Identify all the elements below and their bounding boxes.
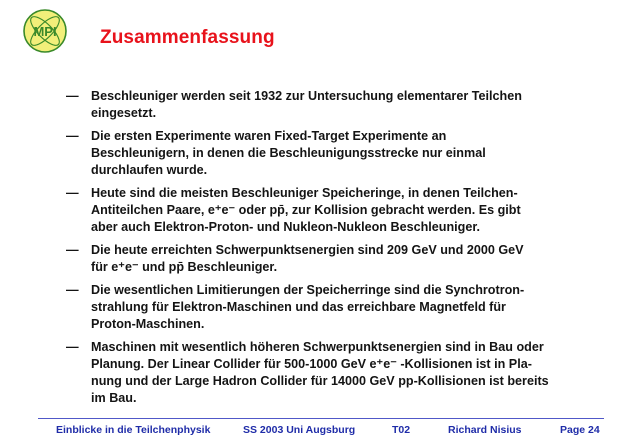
text-line: nung und der Large Hadron Collider für 14000 GeV pp-Kollisionen ist bereits xyxy=(91,374,549,388)
bullet-dash: — xyxy=(66,129,79,143)
list-item xyxy=(66,282,566,333)
logo-text: MPI xyxy=(33,24,57,39)
footer-semester: SS 2003 Uni Augsburg xyxy=(243,424,356,436)
text-line: durchlaufen wurde. xyxy=(91,163,208,177)
text-line: Beschleuniger werden seit 1932 zur Untersuchung elementarer Teilchen xyxy=(91,89,522,103)
text-line: Die ersten Experimente waren Fixed-Target Experimente an xyxy=(91,129,447,143)
slide-title: Zusammenfassung xyxy=(100,27,275,48)
footer-page-number: Page 24 xyxy=(560,424,600,436)
bullet-dash: — xyxy=(66,89,79,103)
footer-author: Richard Nisius xyxy=(448,424,522,436)
bullet-dash: — xyxy=(66,283,79,297)
footer-code: T02 xyxy=(392,424,411,436)
bullet-dash: — xyxy=(66,243,79,257)
list-item xyxy=(66,242,566,276)
bullet-dash: — xyxy=(66,340,79,354)
text-line: Die wesentlichen Limitierungen der Speicherringe sind die Synchrotron- xyxy=(91,283,525,297)
list-item xyxy=(66,128,566,179)
text-line: eingesetzt. xyxy=(91,106,157,120)
summary-list xyxy=(66,88,566,407)
bullet-dash: — xyxy=(66,186,79,200)
list-item xyxy=(66,88,566,122)
text-line: Planung. Der Linear Collider für 500-1000 GeV e⁺e⁻ -Kollisionen ist in Pla- xyxy=(91,357,532,371)
list-item xyxy=(66,185,566,236)
text-line: im Bau. xyxy=(91,391,137,405)
text-line: Antiteilchen Paare, e⁺e⁻ oder pp̄, zur Kollision gebracht werden. Es gibt xyxy=(91,203,521,217)
mpi-logo-icon xyxy=(22,8,68,54)
text-line: Beschleunigern, in denen die Beschleunigungsstrecke nur einmal xyxy=(91,146,486,160)
text-line: Proton-Maschinen. xyxy=(91,317,205,331)
text-line: Die heute erreichten Schwerpunktsenergien sind 209 GeV und 2000 GeV xyxy=(91,243,524,257)
text-line: Maschinen mit wesentlich höheren Schwerpunktsenergien sind in Bau oder xyxy=(91,340,544,354)
mpi-logo xyxy=(22,8,68,54)
text-line: aber auch Elektron-Proton- und Nukleon-Nukleon Beschleuniger. xyxy=(91,220,481,234)
footer-course: Einblicke in die Teilchenphysik xyxy=(56,424,211,436)
text-line: für e⁺e⁻ und pp̄ Beschleuniger. xyxy=(91,260,278,274)
footer-divider xyxy=(38,418,604,419)
text-line: strahlung für Elektron-Maschinen und das erreichbare Magnetfeld für xyxy=(91,300,506,314)
text-line: Heute sind die meisten Beschleuniger Speicheringe, in denen Teilchen- xyxy=(91,186,518,200)
list-item xyxy=(66,339,566,407)
